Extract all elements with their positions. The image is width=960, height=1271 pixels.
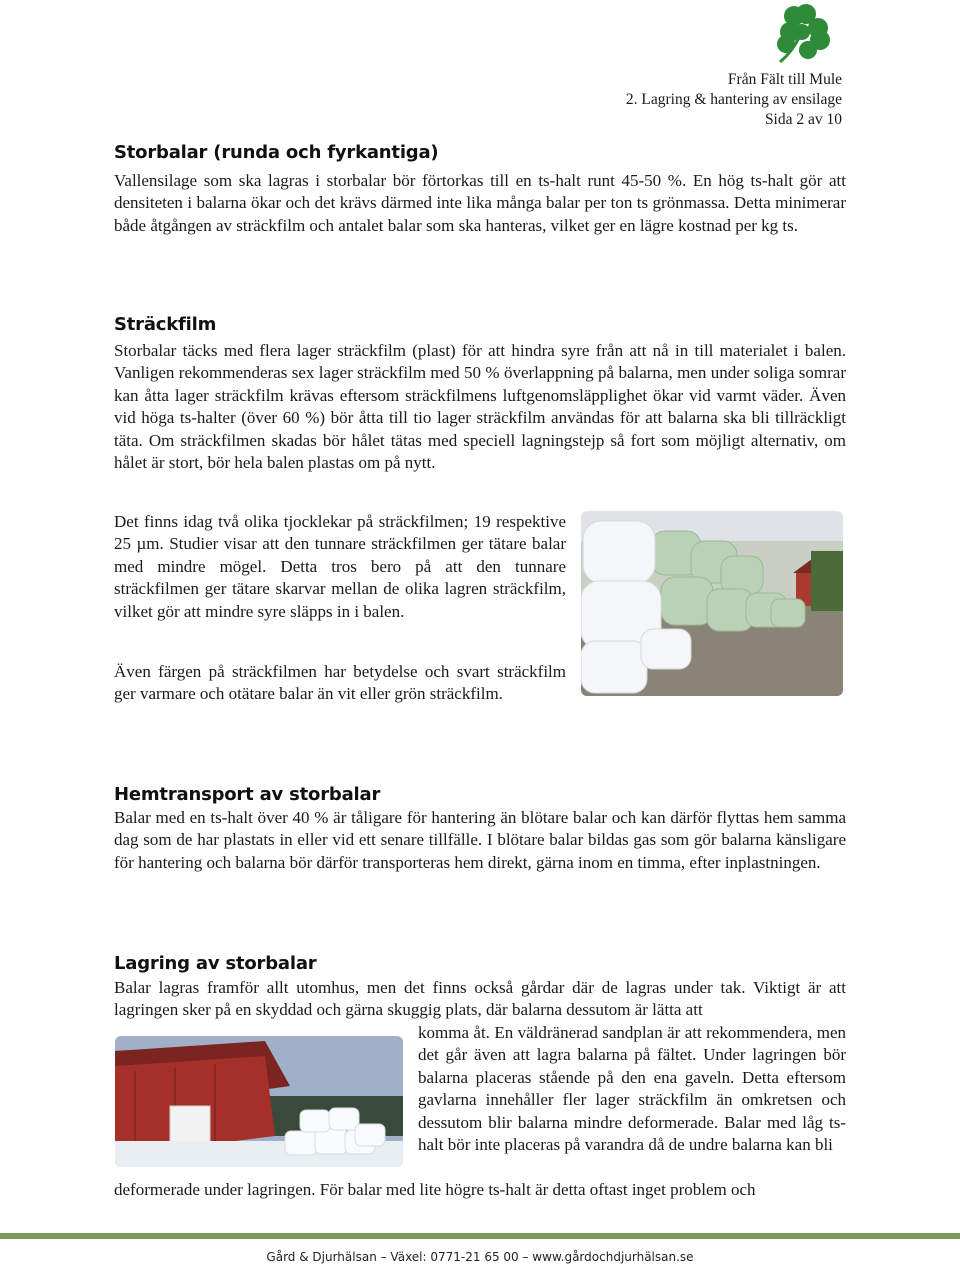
- paragraph-storbalar: Vallensilage som ska lagras i storbalar bör förtorkas till en ts-halt runt 45-50 %. En hög ts-halt gör att densiteten i balarna ökar och det krävs därmed inte lika många balar per ton ts grönmassa. Detta minimerar både åtgången av sträckfilm och antalet balar som ska hanteras, vilket ger en lägre kostnad per kg ts.: [114, 171, 846, 235]
- paragraph-strackfilm-3: Även färgen på sträckfilmen har betydelse och svart sträckfilm ger varmare och otätare balar än vit eller grön sträckfilm.: [114, 662, 566, 704]
- page-header: [626, 70, 842, 130]
- heading-hemtransport: Hemtransport av storbalar: [114, 784, 381, 805]
- heading-strackfilm: Sträckfilm: [114, 314, 217, 335]
- page-footer: Gård & Djurhälsan – Växel: 0771-21 65 00 – www.gårdochdjurhälsan.se: [266, 1250, 694, 1264]
- paragraph-strackfilm-1: Storbalar täcks med flera lager sträckfilm (plast) för att hindra syre från att nå in till materialet i balen. Vanligen rekommenderas sex lager sträckfilm med 50 % överlappning på balarna, men under soliga somrar kan åtta lager sträckfilm krävas eftersom sträckfilmens luftgenomsläpplighet ökar vid varmt väder. Även vid höga ts-halter (över 60 %) bör åtta till tio lager sträckfilm användas för att balarna ska bli tillräckligt täta. Om sträckfilmen skadas bör hålet tätas med speciell lagningstejp så fort som möjligt alternativ, om hålet är stort, bör hela balen plastas om på nytt.: [114, 341, 846, 473]
- header-title: Från Fält till Mule: [727, 71, 842, 88]
- four-leaf-clover-icon: [770, 2, 836, 66]
- photo-barn-bales: [115, 1036, 403, 1167]
- page-number: Sida 2 av 10: [764, 111, 842, 128]
- footer-divider: [0, 1233, 960, 1239]
- paragraph-lagring-2: komma åt. En väldränerad sandplan är att rekommendera, men det går även att lagra balarna på fältet. Under lagringen bör balarna placeras stående på den ena gaveln. Detta eftersom gavlarna innehåller fler lager sträckfilm än omkretsen och dessutom blir balarna mindre deformerade. Balar med låg ts-halt bör inte placeras på varandra då de undre balarna kan bli: [418, 1023, 846, 1155]
- paragraph-hemtransport: Balar med en ts-halt över 40 % är tåligare för hantering än blötare balar och kan därför flyttas hem samma dag som de har plastats in eller vid ett senare tillfälle. I blötare balar bildas gas som gör balarna känsligare för hantering och balarna bör därför transporteras hem direkt, gärna inom en timma, efter inplastningen.: [114, 808, 846, 872]
- paragraph-strackfilm-2: Det finns idag två olika tjocklekar på sträckfilmen; 19 respektive 25 µm. Studier visar att den tunnare sträckfilmen ger tätare balar med mindre mögel. Detta tros bero på att den tunnare sträckfilmen ger tätare skarvar mellan de olika lagren sträckfilm, vilket gör att mindre syre släpps in i balen.: [114, 512, 566, 621]
- heading-storbalar: Storbalar (runda och fyrkantiga): [114, 142, 439, 163]
- paragraph-lagring-3: deformerade under lagringen. För balar med lite högre ts-halt är detta oftast inget problem och: [114, 1180, 756, 1199]
- paragraph-lagring-1: Balar lagras framför allt utomhus, men det finns också gårdar där de lagras under tak. Viktigt är att lagringen sker på en skyddad och gärna skuggig plats, där balarna dessutom är lätta att: [114, 978, 846, 1020]
- photo-wrapped-bales: [581, 511, 843, 696]
- heading-lagring: Lagring av storbalar: [114, 953, 317, 974]
- header-subtitle: 2. Lagring & hantering av ensilage: [625, 91, 842, 108]
